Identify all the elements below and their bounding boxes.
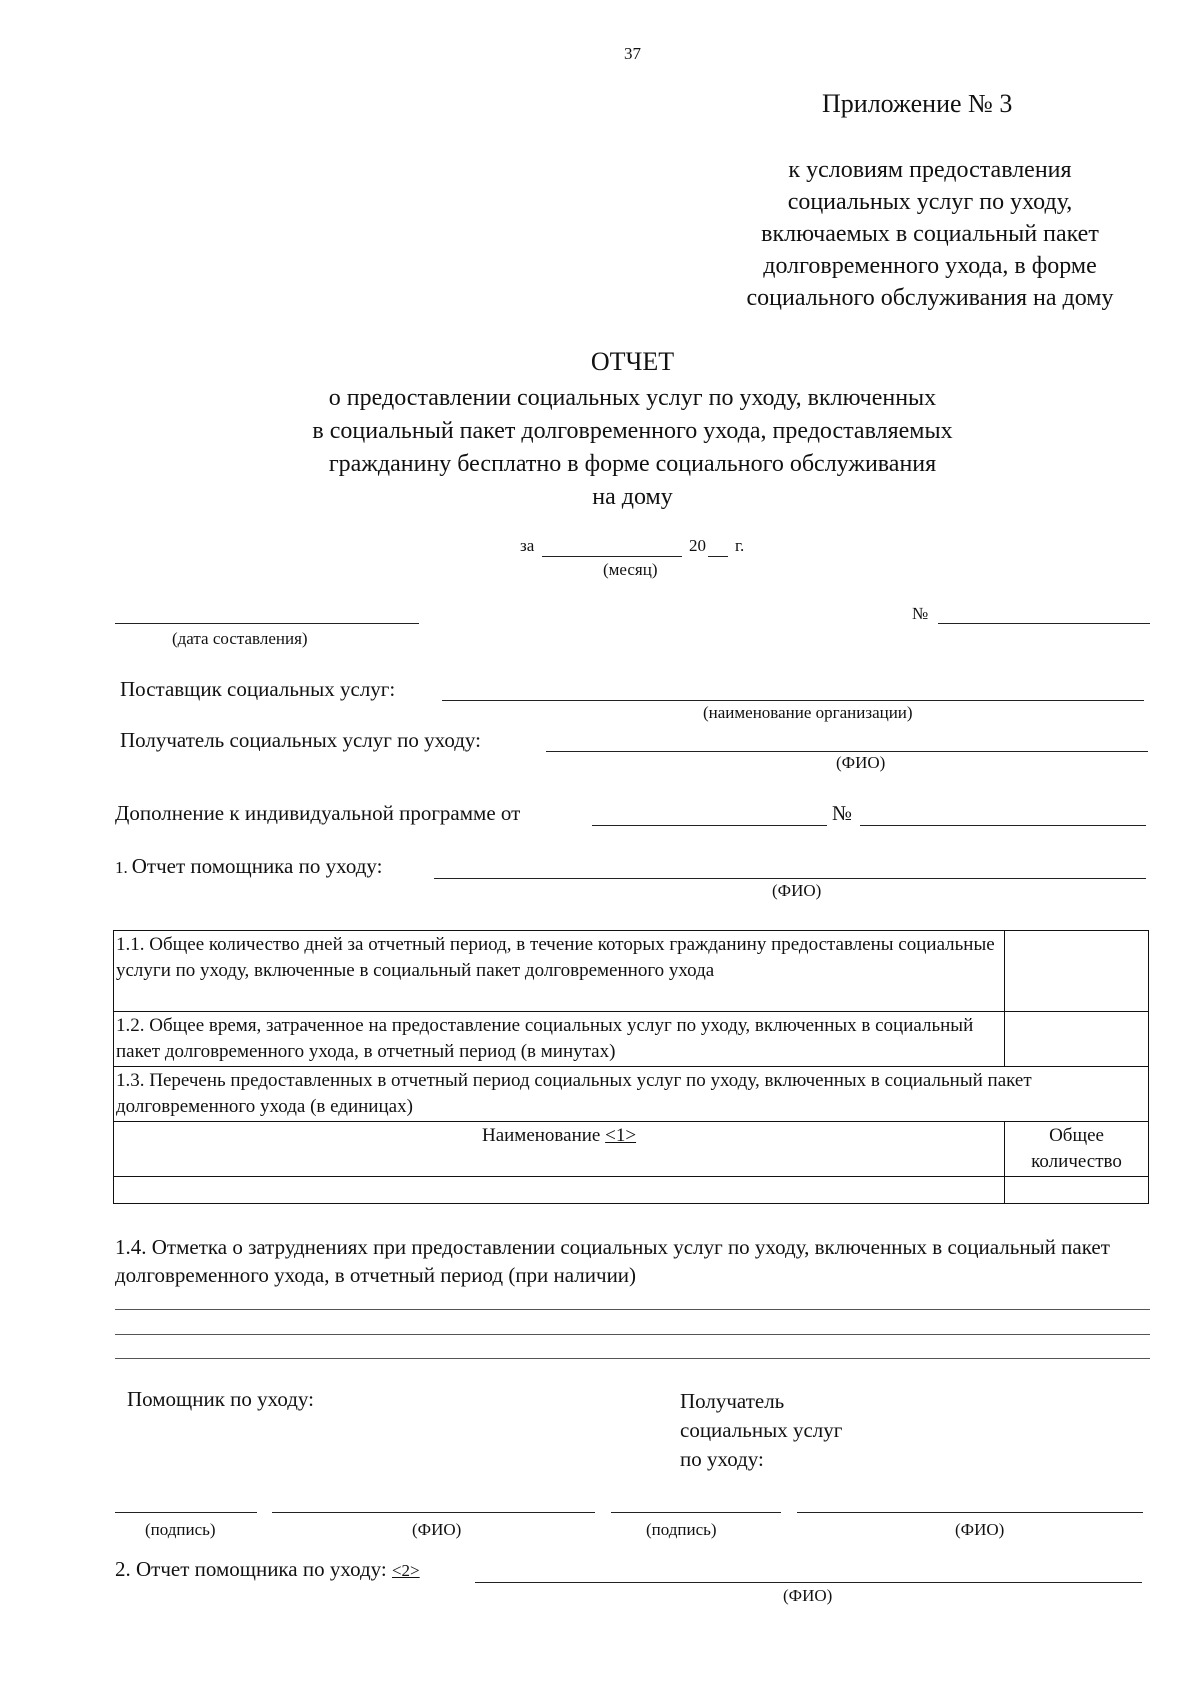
section2-caption: (ФИО) xyxy=(783,1586,833,1605)
section2-assistant-field[interactable] xyxy=(475,1582,1142,1583)
table-row xyxy=(114,1012,1149,1067)
table-header-row xyxy=(114,1122,1149,1177)
appendix-subtitle-line: включаемых в социальный пакет xyxy=(761,221,1099,247)
column-name-label: Наименование xyxy=(481,1125,601,1146)
appendix-subtitle-line: долговременного ухода, в форме xyxy=(763,253,1097,279)
recipient-field[interactable] xyxy=(546,751,1148,752)
recipient-signature-line: по уходу: xyxy=(680,1447,764,1471)
page-number: 37 xyxy=(624,44,641,63)
recipient-signature-label xyxy=(680,1387,842,1474)
report-title: ОТЧЕТ xyxy=(590,347,675,376)
row-1-3-label: 1.3. Перечень предоставленных в отчетный период социальных услуг по уходу, включенных в социальный пакет долговременного ухода (в единицах) xyxy=(114,1067,1149,1122)
section1-number: 1. xyxy=(115,858,128,877)
section1-label: Отчет помощника по уходу: xyxy=(131,854,383,878)
addendum-number-field[interactable] xyxy=(860,825,1146,826)
services-table xyxy=(113,930,1149,1204)
recipient-signature-line: социальных услуг xyxy=(680,1418,843,1442)
section1-assistant-field[interactable] xyxy=(434,878,1146,879)
service-name-cell[interactable] xyxy=(114,1177,1005,1204)
assistant-signature-caption: (подпись) xyxy=(145,1520,216,1539)
recipient-signature-caption: (подпись) xyxy=(646,1520,717,1539)
period-year-field[interactable] xyxy=(708,556,728,557)
appendix-subtitle-line: социального обслуживания на дому xyxy=(746,285,1114,311)
period-caption: (месяц) xyxy=(603,560,658,579)
column-name-footnote-link[interactable]: <1> xyxy=(605,1125,637,1146)
service-total-cell[interactable] xyxy=(1005,1177,1149,1204)
section2-heading xyxy=(115,1557,420,1582)
recipient-name-caption: (ФИО) xyxy=(955,1520,1005,1539)
appendix-subtitle-line: социальных услуг по уходу, xyxy=(787,189,1073,215)
section-1-4-text: 1.4. Отметка о затруднениях при предоставлении социальных услуг по уходу, включенных в социальный пакет долговременного ухода, в отчетный период (при наличии) xyxy=(115,1235,1110,1287)
table-row xyxy=(114,931,1149,1012)
assistant-name-caption: (ФИО) xyxy=(412,1520,462,1539)
report-number-sign: № xyxy=(912,604,929,623)
difficulties-line-1[interactable] xyxy=(115,1309,1150,1310)
assistant-signature-label: Помощник по уходу: xyxy=(127,1387,314,1411)
table-row xyxy=(114,1067,1149,1122)
section1-caption: (ФИО) xyxy=(772,881,822,900)
period-month-field[interactable] xyxy=(542,556,682,557)
assistant-name-field[interactable] xyxy=(272,1512,595,1513)
section1-heading xyxy=(115,854,382,879)
row-1-1-value-cell[interactable] xyxy=(1005,931,1149,1012)
report-subtitle-line: на дому xyxy=(592,484,673,510)
section2-footnote-link[interactable]: <2> xyxy=(391,1561,420,1580)
table-row xyxy=(114,1177,1149,1204)
addendum-date-field[interactable] xyxy=(592,825,827,826)
recipient-signature-field[interactable] xyxy=(611,1512,781,1513)
period-year-suffix: г. xyxy=(735,536,745,555)
appendix-subtitle xyxy=(690,154,1170,314)
provider-caption: (наименование организации) xyxy=(703,703,913,722)
period-prefix: за xyxy=(520,536,535,555)
column-name-header xyxy=(114,1122,1005,1177)
addendum-label: Дополнение к индивидуальной программе от xyxy=(115,801,521,825)
recipient-name-field[interactable] xyxy=(797,1512,1143,1513)
difficulties-line-3[interactable] xyxy=(115,1358,1150,1359)
provider-field[interactable] xyxy=(442,700,1144,701)
row-1-2-value-cell[interactable] xyxy=(1005,1012,1149,1067)
recipient-caption: (ФИО) xyxy=(836,753,886,772)
report-subtitle-line: в социальный пакет долговременного ухода, предоставляемых xyxy=(312,418,953,444)
assistant-signature-field[interactable] xyxy=(115,1512,257,1513)
difficulties-line-2[interactable] xyxy=(115,1334,1150,1335)
addendum-number-sign: № xyxy=(832,801,853,825)
compile-date-field[interactable] xyxy=(115,623,419,624)
compile-date-caption: (дата составления) xyxy=(172,629,308,648)
report-subtitle-line: о предоставлении социальных услуг по уходу, включенных xyxy=(328,385,937,411)
report-number-field[interactable] xyxy=(938,623,1150,624)
provider-label: Поставщик социальных услуг: xyxy=(120,677,396,701)
row-1-2-label: 1.2. Общее время, затраченное на предоставление социальных услуг по уходу, включенных в социальный пакет долговременного ухода, в отчетный период (в минутах) xyxy=(114,1012,1005,1067)
report-subtitle xyxy=(230,382,1035,514)
column-total-header: Общее количество xyxy=(1005,1122,1149,1177)
row-1-1-label: 1.1. Общее количество дней за отчетный период, в течение которых гражданину предоставлены социальные услуги по уходу, включенные в социальный пакет долговременного ухода xyxy=(114,931,1005,1012)
section2-label: 2. Отчет помощника по уходу: xyxy=(115,1557,387,1581)
appendix-subtitle-line: к условиям предоставления xyxy=(788,157,1072,183)
recipient-label: Получатель социальных услуг по уходу: xyxy=(120,728,481,752)
period-year-prefix: 20 xyxy=(689,536,706,555)
appendix-title: Приложение № 3 xyxy=(822,89,1013,118)
report-subtitle-line: гражданину бесплатно в форме социального обслуживания xyxy=(328,451,937,477)
recipient-signature-line: Получатель xyxy=(680,1389,785,1413)
